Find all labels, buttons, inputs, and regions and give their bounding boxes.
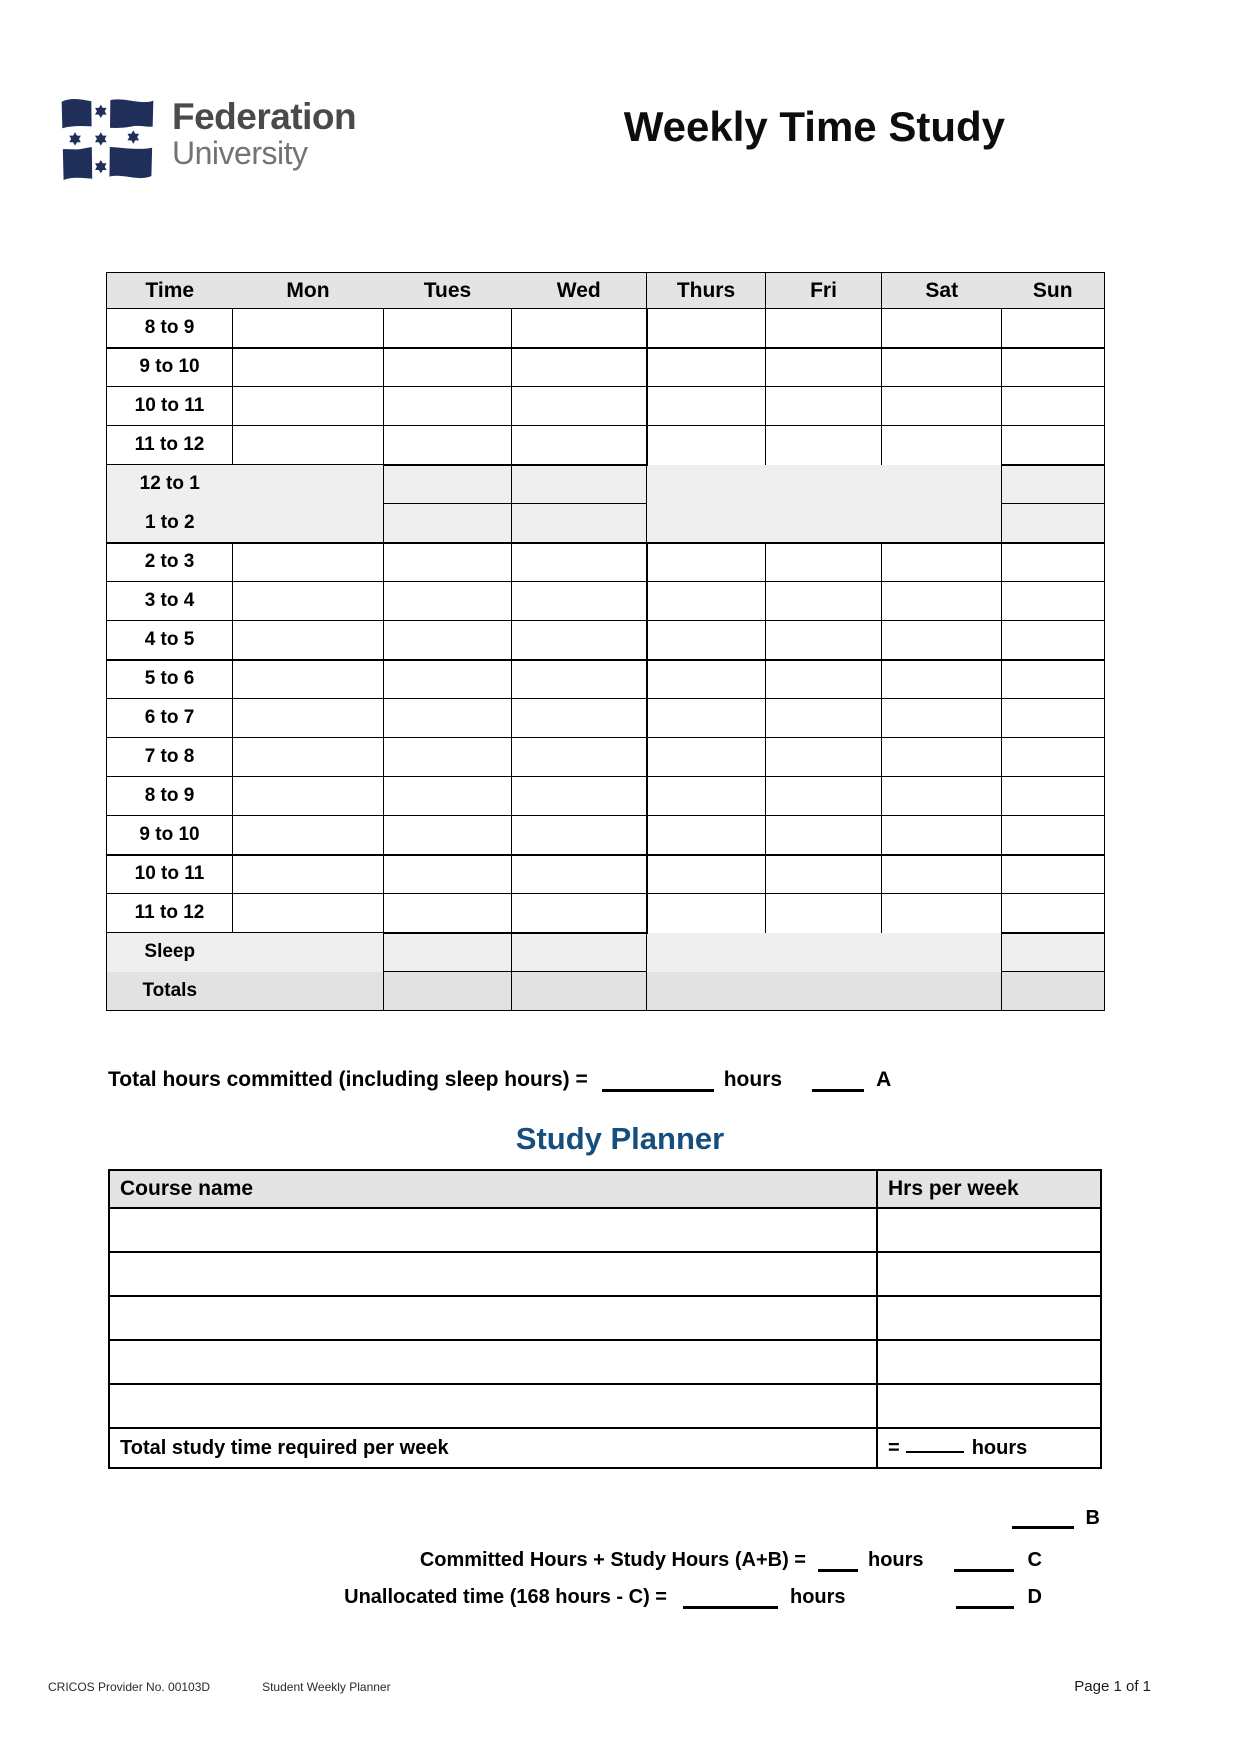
schedule-cell [766, 309, 882, 348]
schedule-cell [233, 933, 384, 972]
schedule-cell [512, 621, 647, 660]
schedule-cell [882, 348, 1002, 387]
schedule-cell [647, 699, 766, 738]
page-title: Weekly Time Study [623, 103, 1005, 150]
total-hours-committed-line [108, 1067, 1240, 1093]
study-planner-table [108, 1169, 1102, 1469]
schedule-cell [1002, 621, 1105, 660]
schedule-cell [647, 309, 766, 348]
document-name: Student Weekly Planner [262, 1680, 391, 1694]
schedule-cell [647, 582, 766, 621]
equals-sign: = [888, 1436, 900, 1459]
schedule-cell [233, 426, 384, 465]
schedule-cell [882, 699, 1002, 738]
time-row-label: Sleep [107, 933, 233, 972]
schedule-cell [1002, 972, 1105, 1011]
time-row [107, 855, 1105, 894]
schedule-cell [233, 543, 384, 582]
schedule-cell [384, 387, 512, 426]
schedule-cell [882, 894, 1002, 933]
university-logo [55, 88, 356, 188]
b-blank [1012, 1521, 1074, 1529]
course-name-cell [109, 1340, 877, 1384]
committed-hours-blank [602, 1084, 714, 1092]
schedule-cell [882, 543, 1002, 582]
schedule-cell [766, 348, 882, 387]
schedule-cell [647, 348, 766, 387]
total-study-time-label: Total study time required per week [109, 1428, 877, 1468]
schedule-cell [882, 660, 1002, 699]
schedule-cell [233, 660, 384, 699]
schedule-cell [512, 816, 647, 855]
schedule-cell [882, 855, 1002, 894]
logo-name-line1: Federation [172, 96, 357, 137]
schedule-cell [233, 738, 384, 777]
schedule-cell [647, 465, 766, 504]
schedule-cell [1002, 348, 1105, 387]
schedule-cell [1002, 582, 1105, 621]
total-study-time-value-cell [877, 1428, 1101, 1468]
schedule-cell [766, 738, 882, 777]
day-column-header: Mon [233, 273, 384, 309]
schedule-cell [882, 465, 1002, 504]
schedule-cell [233, 309, 384, 348]
schedule-cell [384, 816, 512, 855]
schedule-cell [647, 894, 766, 933]
schedule-cell [1002, 855, 1105, 894]
course-hours-cell [877, 1208, 1101, 1252]
schedule-cell [647, 621, 766, 660]
course-name-cell [109, 1252, 877, 1296]
course-name-cell [109, 1296, 877, 1340]
time-row [107, 309, 1105, 348]
schedule-cell [882, 816, 1002, 855]
schedule-cell [882, 933, 1002, 972]
course-row [109, 1384, 1101, 1428]
time-row [107, 738, 1105, 777]
unallocated-time-line [0, 1585, 1042, 1610]
schedule-cell [766, 621, 882, 660]
day-column-header: Fri [766, 273, 882, 309]
schedule-cell [384, 621, 512, 660]
schedule-cell [233, 348, 384, 387]
time-row-label: 2 to 3 [107, 543, 233, 582]
course-hours-cell [877, 1296, 1101, 1340]
schedule-cell [233, 582, 384, 621]
logo-text [172, 98, 356, 170]
schedule-cell [882, 426, 1002, 465]
time-row [107, 933, 1105, 972]
course-row [109, 1296, 1101, 1340]
schedule-cell [647, 816, 766, 855]
time-row [107, 699, 1105, 738]
day-column-header: Sun [1002, 273, 1105, 309]
schedule-cell [882, 972, 1002, 1011]
schedule-cell [512, 933, 647, 972]
time-row [107, 582, 1105, 621]
schedule-cell [384, 348, 512, 387]
schedule-cell [647, 738, 766, 777]
committed-ref-blank [812, 1084, 864, 1092]
schedule-cell [384, 933, 512, 972]
schedule-cell [766, 777, 882, 816]
schedule-cell [647, 543, 766, 582]
time-row-label: 4 to 5 [107, 621, 233, 660]
schedule-cell [766, 699, 882, 738]
course-name-header: Course name [109, 1170, 877, 1208]
course-hours-cell [877, 1252, 1101, 1296]
day-column-header: Tues [384, 273, 512, 309]
time-row-label: 8 to 9 [107, 777, 233, 816]
course-hours-cell [877, 1340, 1101, 1384]
time-row-label: 8 to 9 [107, 309, 233, 348]
schedule-cell [647, 660, 766, 699]
schedule-cell [384, 660, 512, 699]
schedule-cell [512, 465, 647, 504]
time-row-label: 9 to 10 [107, 816, 233, 855]
schedule-cell [233, 894, 384, 933]
schedule-cell [1002, 816, 1105, 855]
schedule-cell [1002, 699, 1105, 738]
schedule-cell [1002, 426, 1105, 465]
weekly-time-table [106, 272, 1105, 1011]
schedule-cell [882, 309, 1002, 348]
c-ref-label: C [1027, 1549, 1042, 1571]
c-ref-blank [954, 1564, 1014, 1572]
time-row [107, 543, 1105, 582]
schedule-cell [647, 387, 766, 426]
time-row [107, 777, 1105, 816]
schedule-cell [233, 855, 384, 894]
schedule-cell [882, 387, 1002, 426]
schedule-cell [766, 660, 882, 699]
schedule-cell [1002, 738, 1105, 777]
schedule-cell [1002, 387, 1105, 426]
schedule-cell [766, 387, 882, 426]
hrs-per-week-header: Hrs per week [877, 1170, 1101, 1208]
schedule-cell [384, 582, 512, 621]
time-row [107, 894, 1105, 933]
time-row-label: 10 to 11 [107, 387, 233, 426]
schedule-cell [647, 777, 766, 816]
time-row [107, 465, 1105, 504]
schedule-cell [512, 582, 647, 621]
time-row-label: 5 to 6 [107, 660, 233, 699]
d-hours-label: hours [789, 1586, 846, 1608]
schedule-cell [233, 777, 384, 816]
schedule-cell [766, 855, 882, 894]
schedule-cell [1002, 777, 1105, 816]
planner-header-row [109, 1170, 1101, 1208]
schedule-cell [1002, 933, 1105, 972]
committed-hours-label: hours [723, 1068, 783, 1091]
schedule-cell [384, 543, 512, 582]
schedule-cell [1002, 543, 1105, 582]
c-hours-label: hours [867, 1549, 924, 1571]
time-row-label: 3 to 4 [107, 582, 233, 621]
schedule-cell [512, 387, 647, 426]
time-row-label: Totals [107, 972, 233, 1011]
schedule-cell [1002, 465, 1105, 504]
schedule-cell [647, 504, 766, 543]
schedule-cell [384, 699, 512, 738]
b-ref-label: B [1085, 1507, 1100, 1529]
time-row [107, 348, 1105, 387]
time-row [107, 426, 1105, 465]
weekly-table-header-row [107, 273, 1105, 309]
schedule-cell [384, 309, 512, 348]
schedule-cell [647, 855, 766, 894]
schedule-cell [512, 777, 647, 816]
logo-name-line2: University [172, 135, 308, 171]
schedule-cell [882, 738, 1002, 777]
schedule-cell [647, 426, 766, 465]
schedule-cell [512, 738, 647, 777]
schedule-cell [766, 972, 882, 1011]
total-study-hours-blank [906, 1445, 964, 1453]
schedule-cell [1002, 894, 1105, 933]
d-hours-blank [683, 1601, 778, 1609]
time-row [107, 621, 1105, 660]
ref-b-line [0, 1507, 1100, 1530]
time-row-label: 12 to 1 [107, 465, 233, 504]
schedule-cell [233, 816, 384, 855]
schedule-cell [233, 465, 384, 504]
schedule-cell [882, 504, 1002, 543]
schedule-cell [384, 894, 512, 933]
schedule-cell [766, 543, 882, 582]
schedule-cell [1002, 660, 1105, 699]
schedule-cell [1002, 309, 1105, 348]
schedule-cell [512, 660, 647, 699]
schedule-cell [384, 738, 512, 777]
day-column-header: Wed [512, 273, 647, 309]
course-name-cell [109, 1384, 877, 1428]
schedule-cell [233, 699, 384, 738]
schedule-cell [766, 816, 882, 855]
schedule-cell [512, 894, 647, 933]
day-column-header: Thurs [647, 273, 766, 309]
study-planner-title: Study Planner [515, 1121, 725, 1156]
schedule-cell [384, 972, 512, 1011]
schedule-cell [512, 504, 647, 543]
c-text: Committed Hours + Study Hours (A+B) = [419, 1549, 806, 1571]
d-ref-blank [956, 1601, 1014, 1609]
schedule-cell [512, 855, 647, 894]
schedule-cell [766, 933, 882, 972]
time-row [107, 387, 1105, 426]
schedule-cell [766, 504, 882, 543]
schedule-cell [384, 465, 512, 504]
cricos-number: CRICOS Provider No. 00103D [48, 1680, 211, 1694]
time-row-label: 11 to 12 [107, 426, 233, 465]
flag-icon [55, 88, 160, 188]
course-row [109, 1252, 1101, 1296]
time-row-label: 7 to 8 [107, 738, 233, 777]
c-hours-blank [818, 1564, 858, 1572]
schedule-cell [384, 426, 512, 465]
d-text: Unallocated time (168 hours - C) = [344, 1586, 667, 1608]
schedule-cell [766, 465, 882, 504]
time-row-label: 6 to 7 [107, 699, 233, 738]
schedule-cell [512, 972, 647, 1011]
schedule-cell [384, 855, 512, 894]
time-row-label: 1 to 2 [107, 504, 233, 543]
course-name-cell [109, 1208, 877, 1252]
time-row-label: 9 to 10 [107, 348, 233, 387]
schedule-cell [384, 504, 512, 543]
total-study-time-row [109, 1428, 1101, 1468]
committed-ref-label: A [876, 1068, 892, 1091]
schedule-cell [512, 309, 647, 348]
schedule-cell [384, 777, 512, 816]
day-column-header: Sat [882, 273, 1002, 309]
schedule-cell [766, 582, 882, 621]
committed-plus-study-line [0, 1548, 1042, 1573]
schedule-cell [1002, 504, 1105, 543]
time-row [107, 972, 1105, 1011]
time-row [107, 504, 1105, 543]
time-column-header: Time [107, 273, 233, 309]
course-hours-cell [877, 1384, 1101, 1428]
schedule-cell [766, 426, 882, 465]
time-row-label: 11 to 12 [107, 894, 233, 933]
schedule-cell [882, 621, 1002, 660]
time-row-label: 10 to 11 [107, 855, 233, 894]
schedule-cell [512, 426, 647, 465]
page-footer [48, 1678, 1151, 1695]
schedule-cell [882, 777, 1002, 816]
schedule-cell [233, 621, 384, 660]
schedule-cell [233, 972, 384, 1011]
page-number: Page 1 of 1 [1074, 1678, 1151, 1695]
page-header [0, 0, 1240, 188]
course-row [109, 1208, 1101, 1252]
course-row [109, 1340, 1101, 1384]
time-row [107, 816, 1105, 855]
schedule-cell [512, 699, 647, 738]
schedule-cell [512, 348, 647, 387]
schedule-cell [766, 894, 882, 933]
schedule-cell [647, 933, 766, 972]
time-row [107, 660, 1105, 699]
schedule-cell [233, 387, 384, 426]
schedule-cell [233, 504, 384, 543]
schedule-cell [512, 543, 647, 582]
total-study-hours-label: hours [971, 1436, 1028, 1459]
committed-text: Total hours committed (including sleep hours) = [108, 1068, 588, 1091]
schedule-cell [882, 582, 1002, 621]
d-ref-label: D [1027, 1586, 1042, 1608]
schedule-cell [647, 972, 766, 1011]
